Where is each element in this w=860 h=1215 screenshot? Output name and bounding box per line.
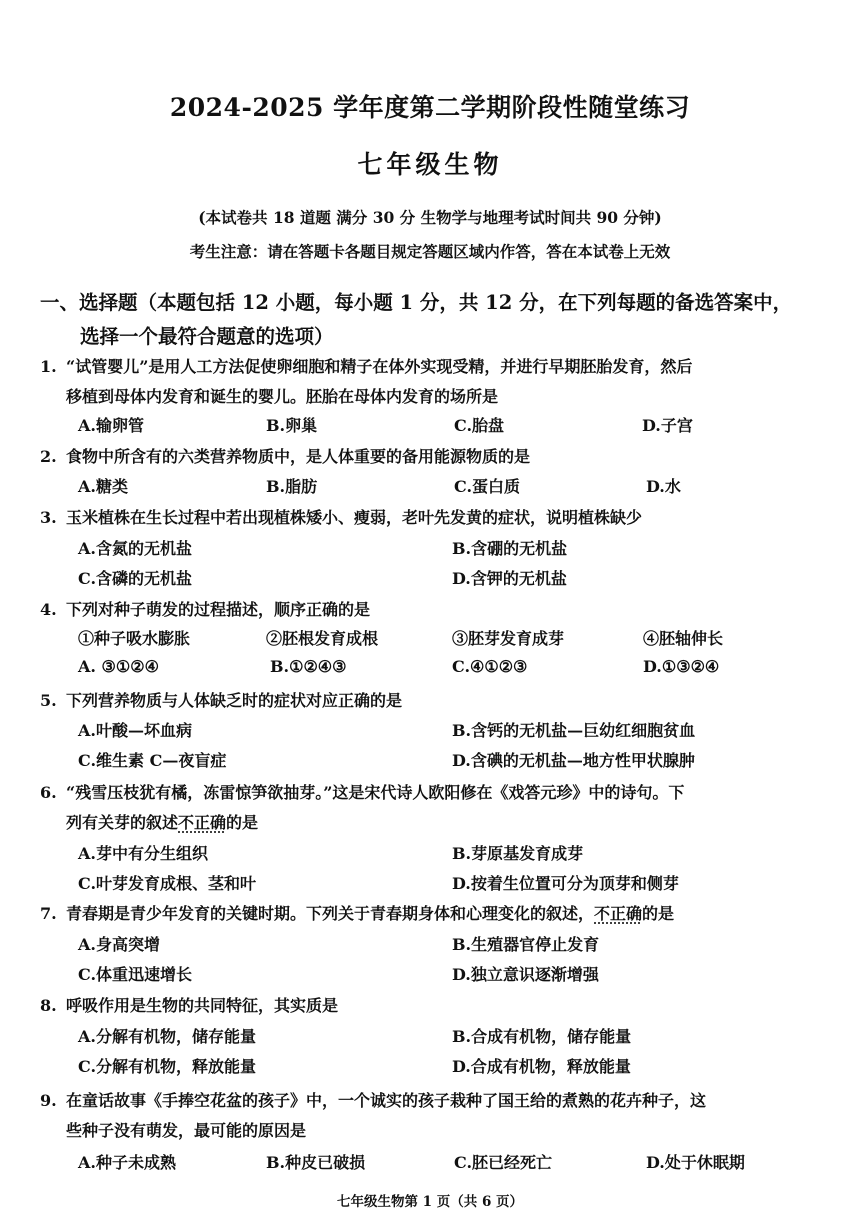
question-number: 3.	[40, 508, 57, 527]
question-text-cont	[40, 808, 825, 838]
option-b: B.含钙的无机盐—巨幼红细胞贫血	[452, 721, 696, 740]
option-b: B.脂肪	[266, 477, 318, 496]
question-7-options-row1	[78, 932, 838, 960]
option-a: A.含氮的无机盐	[78, 539, 192, 558]
question-text: “残雪压枝犹有橘，冻雷惊笋欲抽芽。”这是宋代诗人欧阳修在《戏答元珍》中的诗句。下	[66, 783, 685, 802]
question-number: 4.	[40, 600, 57, 619]
option-d: D.按着生位置可分为顶芽和侧芽	[452, 874, 679, 893]
question-text: 食物中所含有的六类营养物质中，是人体重要的备用能源物质的是	[66, 447, 531, 466]
text-segment: 列有关芽的叙述	[66, 813, 179, 832]
question-text: 下列对种子萌发的过程描述，顺序正确的是	[66, 600, 371, 619]
step-3: ③胚芽发育成芽	[452, 629, 565, 648]
question-9	[40, 1086, 825, 1146]
section-heading-line1: 一、选择题（本题包括 12 小题，每小题 1 分，共 12 分，在下列每题的备选答案中，	[40, 291, 793, 314]
text-segment: 的是	[642, 904, 675, 923]
option-d: D.①③②④	[643, 657, 720, 676]
option-d: D.处于休眠期	[646, 1153, 745, 1172]
option-d: D.含碘的无机盐—地方性甲状腺肿	[452, 751, 695, 770]
question-number: 6.	[40, 783, 57, 802]
question-number: 1.	[40, 357, 57, 376]
question-8-options-row1	[78, 1024, 838, 1052]
question-5-options-row2	[78, 748, 838, 776]
option-a: A.芽中有分生组织	[78, 844, 208, 863]
option-b: B.芽原基发育成芽	[452, 844, 584, 863]
option-c: C.胎盘	[454, 416, 505, 435]
option-b: B.生殖器官停止发育	[452, 935, 600, 954]
question-text: 呼吸作用是生物的共同特征，其实质是	[66, 996, 339, 1015]
question-number: 2.	[40, 447, 57, 466]
page-footer: 七年级生物第 1 页（共 6 页）	[336, 1194, 524, 1210]
question-3	[40, 503, 825, 533]
question-3-options-row1	[78, 536, 838, 564]
option-c: C.体重迅速增长	[78, 965, 193, 984]
question-2-options	[78, 474, 838, 502]
question-8	[40, 991, 825, 1021]
option-c: C.分解有机物，释放能量	[78, 1057, 257, 1076]
question-text: 青春期是青少年发育的关键时期。下列关于青春期身体和心理变化的叙述，	[66, 904, 595, 923]
subject-title: 七年级生物	[357, 150, 503, 179]
question-number: 7.	[40, 904, 57, 923]
question-1-options	[78, 413, 838, 441]
option-b: B.合成有机物，储存能量	[452, 1027, 632, 1046]
option-a: A.分解有机物，储存能量	[78, 1027, 256, 1046]
option-c: C.维生素 C—夜盲症	[78, 751, 227, 770]
option-d: D.含钾的无机盐	[452, 569, 567, 588]
question-6-options-row2	[78, 871, 838, 899]
option-a: A. ③①②④	[78, 657, 159, 676]
option-c: C.④①②③	[452, 657, 528, 676]
option-b: B.含硼的无机盐	[452, 539, 568, 558]
question-4	[40, 595, 825, 625]
question-5	[40, 686, 825, 716]
step-4: ④胚轴伸长	[643, 629, 724, 648]
question-7	[40, 899, 825, 929]
question-text: 下列营养物质与人体缺乏时的症状对应正确的是	[66, 691, 403, 710]
exam-info: (本试卷共 18 道题 满分 30 分 生物学与地理考试时间共 90 分钟)	[198, 208, 662, 227]
option-a: A.身高突增	[78, 935, 160, 954]
exam-notice: 考生注意：请在答题卡各题目规定答题区域内作答，答在本试卷上无效	[189, 242, 671, 261]
step-2: ②胚根发育成根	[266, 629, 379, 648]
question-number: 9.	[40, 1091, 57, 1110]
text-segment: 的是	[226, 813, 259, 832]
question-7-options-row2	[78, 962, 838, 990]
option-a: A.输卵管	[78, 416, 144, 435]
section-heading-line2: 选择一个最符合题意的选项）	[80, 325, 334, 348]
option-a: A.糖类	[78, 477, 128, 496]
question-text: 玉米植株在生长过程中若出现植株矮小、瘦弱，老叶先发黄的症状，说明植株缺少	[66, 508, 643, 527]
emphasis-not-correct: 不正确	[594, 904, 643, 923]
option-c: C.叶芽发育成根、茎和叶	[78, 874, 257, 893]
question-text-cont: 些种子没有萌发，最可能的原因是	[66, 1121, 307, 1140]
question-number: 5.	[40, 691, 57, 710]
question-6-options-row1	[78, 841, 838, 869]
step-1: ①种子吸水膨胀	[78, 629, 191, 648]
question-9-options	[78, 1150, 838, 1178]
option-d: D.独立意识逐渐增强	[452, 965, 599, 984]
question-text: 在童话故事《手捧空花盆的孩子》中，一个诚实的孩子栽种了国王给的煮熟的花卉种子，这	[66, 1091, 707, 1110]
question-number: 8.	[40, 996, 57, 1015]
option-d: D.合成有机物，释放能量	[452, 1057, 631, 1076]
option-d: D.水	[646, 477, 681, 496]
option-b: B.①②④③	[270, 657, 347, 676]
option-a: A.叶酸—坏血病	[78, 721, 192, 740]
option-b: B.卵巢	[266, 416, 318, 435]
question-5-options-row1	[78, 718, 838, 746]
question-4-options	[78, 657, 838, 685]
question-3-options-row2	[78, 566, 838, 594]
option-c: C.蛋白质	[454, 477, 521, 496]
question-1	[40, 352, 825, 412]
option-d: D.子宫	[642, 416, 693, 435]
question-4-steps	[78, 626, 838, 654]
section-heading	[40, 286, 830, 354]
question-text: “试管婴儿”是用人工方法促使卵细胞和精子在体外实现受精，并进行早期胚胎发育，然后	[66, 357, 693, 376]
question-2	[40, 442, 825, 472]
question-8-options-row2	[78, 1054, 838, 1082]
question-6	[40, 778, 825, 838]
option-c: C.含磷的无机盐	[78, 569, 193, 588]
option-c: C.胚已经死亡	[454, 1153, 553, 1172]
question-text-cont: 移植到母体内发育和诞生的婴儿。胚胎在母体内发育的场所是	[66, 387, 499, 406]
option-b: B.种皮已破损	[266, 1153, 366, 1172]
option-a: A.种子未成熟	[78, 1153, 176, 1172]
exam-title: 2024-2025 学年度第二学期阶段性随堂练习	[169, 93, 691, 122]
emphasis-not-correct: 不正确	[178, 813, 227, 832]
